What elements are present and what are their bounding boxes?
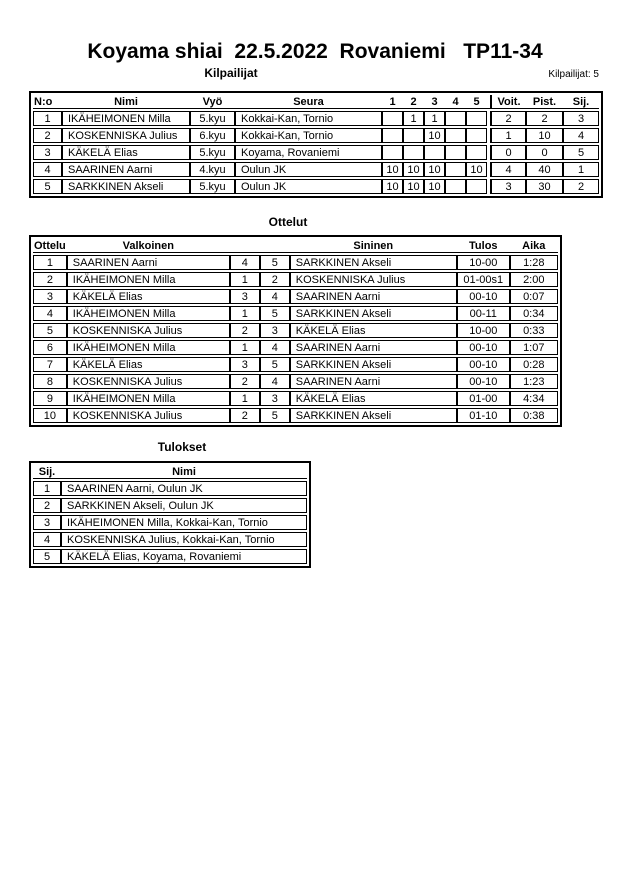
cell-blue-name: SARKKINEN Akseli (290, 306, 457, 321)
cell-seura: Oulun JK (235, 162, 382, 177)
table-row (33, 374, 558, 389)
cell-time: 0:28 (510, 357, 558, 372)
table-row (33, 515, 307, 530)
cell-result: 01-10 (457, 408, 510, 423)
cell-match-no: 8 (33, 374, 67, 389)
col-header-vyo: Vyö (190, 95, 235, 109)
cell-blue-number: 5 (260, 255, 290, 270)
cell-nimi: SARKKINEN Akseli (62, 179, 190, 194)
table-row (33, 145, 599, 160)
col-header-voit: Voit. (490, 95, 526, 109)
cell-blue-name: SARKKINEN Akseli (290, 357, 457, 372)
cell-voit: 4 (490, 162, 526, 177)
cell-time: 1:28 (510, 255, 558, 270)
cell-white-name: KOSKENNISKA Julius (67, 408, 230, 423)
cell-blue-number: 3 (260, 323, 290, 338)
tulokset-table (29, 461, 311, 568)
cell-r1 (382, 145, 403, 160)
cell-seura: Kokkai-Kan, Tornio (235, 128, 382, 143)
cell-time: 4:34 (510, 391, 558, 406)
section-title-tulokset: Tulokset (157, 440, 207, 454)
cell-r1 (382, 111, 403, 126)
cell-match-no: 4 (33, 306, 67, 321)
cell-result: 00-10 (457, 289, 510, 304)
cell-r2: 10 (403, 162, 424, 177)
cell-blue-number: 5 (260, 408, 290, 423)
col-header-nimi: Nimi (62, 95, 190, 109)
cell-rank: 1 (33, 481, 61, 496)
cell-rank: 3 (33, 515, 61, 530)
cell-match-no: 3 (33, 289, 67, 304)
cell-r3: 1 (424, 111, 445, 126)
col-header-2: 2 (403, 95, 424, 109)
cell-blue-name: SAARINEN Aarni (290, 374, 457, 389)
cell-white-name: IKÄHEIMONEN Milla (67, 340, 230, 355)
col-header-ottelu: Ottelu (34, 239, 66, 252)
cell-blue-number: 5 (260, 357, 290, 372)
table-row (33, 481, 307, 496)
table-row (33, 179, 599, 194)
cell-blue-name: SAARINEN Aarni (290, 289, 457, 304)
cell-name-club: SAARINEN Aarni, Oulun JK (61, 481, 307, 496)
cell-r4 (445, 162, 466, 177)
cell-r3: 10 (424, 162, 445, 177)
col-header-pist: Pist. (526, 95, 563, 109)
cell-r5 (466, 145, 487, 160)
cell-voit: 3 (490, 179, 526, 194)
cell-time: 2:00 (510, 272, 558, 287)
cell-white-name: KÄKELÄ Elias (67, 289, 230, 304)
table-row (33, 549, 307, 564)
table-row (33, 357, 558, 372)
cell-seura: Koyama, Rovaniemi (235, 145, 382, 160)
section-title-ottelut: Ottelut (268, 215, 308, 229)
cell-nimi: KÄKELÄ Elias (62, 145, 190, 160)
cell-sij: 1 (563, 162, 599, 177)
cell-r2 (403, 128, 424, 143)
table-header-row (33, 239, 558, 253)
cell-result: 01-00 (457, 391, 510, 406)
cell-voit: 2 (490, 111, 526, 126)
cell-r4 (445, 179, 466, 194)
cell-name-club: KÄKELÄ Elias, Koyama, Rovaniemi (61, 549, 307, 564)
cell-time: 0:07 (510, 289, 558, 304)
cell-pist: 40 (526, 162, 563, 177)
col-header-sininen: Sininen (290, 239, 457, 253)
cell-r4 (445, 128, 466, 143)
cell-blue-name: KÄKELÄ Elias (290, 323, 457, 338)
cell-result: 00-10 (457, 340, 510, 355)
table-row (33, 128, 599, 143)
cell-pist: 30 (526, 179, 563, 194)
cell-no: 2 (33, 128, 62, 143)
cell-time: 1:23 (510, 374, 558, 389)
cell-name-club: SARKKINEN Akseli, Oulun JK (61, 498, 307, 513)
cell-rank: 2 (33, 498, 61, 513)
col-header-nimi: Nimi (61, 465, 307, 479)
cell-white-name: KÄKELÄ Elias (67, 357, 230, 372)
table-row (33, 323, 558, 338)
cell-r5 (466, 128, 487, 143)
cell-white-number: 2 (230, 323, 260, 338)
cell-name-club: KOSKENNISKA Julius, Kokkai-Kan, Tornio (61, 532, 307, 547)
col-header-white-number (230, 239, 260, 253)
cell-time: 1:07 (510, 340, 558, 355)
cell-blue-number: 3 (260, 391, 290, 406)
cell-white-name: KOSKENNISKA Julius (67, 323, 230, 338)
cell-r3 (424, 145, 445, 160)
cell-no: 5 (33, 179, 62, 194)
table-header-row (33, 95, 599, 109)
cell-r3: 10 (424, 128, 445, 143)
table-row (33, 289, 558, 304)
cell-nimi: SAARINEN Aarni (62, 162, 190, 177)
cell-white-number: 1 (230, 391, 260, 406)
cell-sij: 3 (563, 111, 599, 126)
cell-r1: 10 (382, 162, 403, 177)
cell-blue-name: SARKKINEN Akseli (290, 408, 457, 423)
cell-white-number: 4 (230, 255, 260, 270)
cell-white-name: IKÄHEIMONEN Milla (67, 272, 230, 287)
table-row (33, 408, 558, 423)
cell-seura: Kokkai-Kan, Tornio (235, 111, 382, 126)
cell-match-no: 6 (33, 340, 67, 355)
cell-white-number: 3 (230, 357, 260, 372)
cell-voit: 1 (490, 128, 526, 143)
cell-r4 (445, 111, 466, 126)
cell-white-number: 2 (230, 408, 260, 423)
cell-r3: 10 (424, 179, 445, 194)
cell-match-no: 2 (33, 272, 67, 287)
cell-white-name: KOSKENNISKA Julius (67, 374, 230, 389)
page-title: Koyama shiai 22.5.2022 Rovaniemi TP11-34 (87, 40, 543, 63)
cell-no: 3 (33, 145, 62, 160)
col-header-valkoinen: Valkoinen (67, 239, 230, 253)
cell-vyo: 6.kyu (190, 128, 235, 143)
cell-sij: 2 (563, 179, 599, 194)
cell-r2 (403, 145, 424, 160)
table-row (33, 532, 307, 547)
table-row (33, 111, 599, 126)
cell-r1: 10 (382, 179, 403, 194)
cell-result: 00-10 (457, 357, 510, 372)
cell-match-no: 7 (33, 357, 67, 372)
cell-match-no: 9 (33, 391, 67, 406)
kilpailijat-table (29, 91, 603, 198)
cell-white-name: SAARINEN Aarni (67, 255, 230, 270)
cell-r2: 10 (403, 179, 424, 194)
cell-vyo: 5.kyu (190, 111, 235, 126)
col-header-seura: Seura (235, 95, 382, 109)
col-header-sij: Sij. (33, 465, 61, 479)
table-row (33, 498, 307, 513)
cell-match-no: 1 (33, 255, 67, 270)
cell-blue-number: 5 (260, 306, 290, 321)
cell-r5 (466, 179, 487, 194)
cell-vyo: 5.kyu (190, 145, 235, 160)
cell-pist: 2 (526, 111, 563, 126)
cell-result: 01-00s1 (457, 272, 510, 287)
table-row (33, 255, 558, 270)
table-row (33, 340, 558, 355)
cell-nimi: KOSKENNISKA Julius (62, 128, 190, 143)
cell-result: 00-11 (457, 306, 510, 321)
cell-rank: 4 (33, 532, 61, 547)
cell-voit: 0 (490, 145, 526, 160)
cell-nimi: IKÄHEIMONEN Milla (62, 111, 190, 126)
table-row (33, 306, 558, 321)
cell-seura: Oulun JK (235, 179, 382, 194)
table-row (33, 162, 599, 177)
cell-time: 0:34 (510, 306, 558, 321)
cell-blue-number: 2 (260, 272, 290, 287)
cell-time: 0:38 (510, 408, 558, 423)
cell-r4 (445, 145, 466, 160)
cell-blue-name: KÄKELÄ Elias (290, 391, 457, 406)
cell-vyo: 4.kyu (190, 162, 235, 177)
cell-blue-name: KOSKENNISKA Julius (290, 272, 457, 287)
col-header-no: N:o (33, 95, 62, 109)
cell-r5 (466, 111, 487, 126)
cell-result: 10-00 (457, 323, 510, 338)
col-header-sij: Sij. (563, 95, 599, 109)
cell-sij: 4 (563, 128, 599, 143)
cell-vyo: 5.kyu (190, 179, 235, 194)
col-header-aika: Aika (510, 239, 558, 253)
cell-sij: 5 (563, 145, 599, 160)
cell-r2: 1 (403, 111, 424, 126)
col-header-5: 5 (466, 95, 487, 109)
cell-match-no: 10 (33, 408, 67, 423)
cell-r5: 10 (466, 162, 487, 177)
cell-result: 00-10 (457, 374, 510, 389)
cell-pist: 0 (526, 145, 563, 160)
cell-time: 0:33 (510, 323, 558, 338)
cell-pist: 10 (526, 128, 563, 143)
cell-no: 4 (33, 162, 62, 177)
cell-blue-name: SARKKINEN Akseli (290, 255, 457, 270)
table-row (33, 391, 558, 406)
col-header-3: 3 (424, 95, 445, 109)
cell-white-number: 3 (230, 289, 260, 304)
cell-result: 10-00 (457, 255, 510, 270)
col-header-4: 4 (445, 95, 466, 109)
cell-r1 (382, 128, 403, 143)
col-header-tulos: Tulos (457, 239, 510, 253)
ottelut-table (29, 235, 562, 427)
cell-white-number: 1 (230, 340, 260, 355)
table-row (33, 272, 558, 287)
cell-white-name: IKÄHEIMONEN Milla (67, 391, 230, 406)
cell-rank: 5 (33, 549, 61, 564)
cell-no: 1 (33, 111, 62, 126)
cell-match-no: 5 (33, 323, 67, 338)
cell-white-name: IKÄHEIMONEN Milla (67, 306, 230, 321)
section-title-kilpailijat: Kilpailijat (204, 66, 258, 80)
cell-blue-number: 4 (260, 374, 290, 389)
cell-blue-number: 4 (260, 340, 290, 355)
cell-name-club: IKÄHEIMONEN Milla, Kokkai-Kan, Tornio (61, 515, 307, 530)
table-header-row (33, 465, 307, 479)
cell-blue-number: 4 (260, 289, 290, 304)
col-header-1: 1 (382, 95, 403, 109)
cell-white-number: 1 (230, 272, 260, 287)
cell-white-number: 1 (230, 306, 260, 321)
competitors-count: Kilpailijat: 5 (548, 69, 599, 80)
cell-white-number: 2 (230, 374, 260, 389)
cell-blue-name: SAARINEN Aarni (290, 340, 457, 355)
col-header-blue-number (260, 239, 290, 253)
